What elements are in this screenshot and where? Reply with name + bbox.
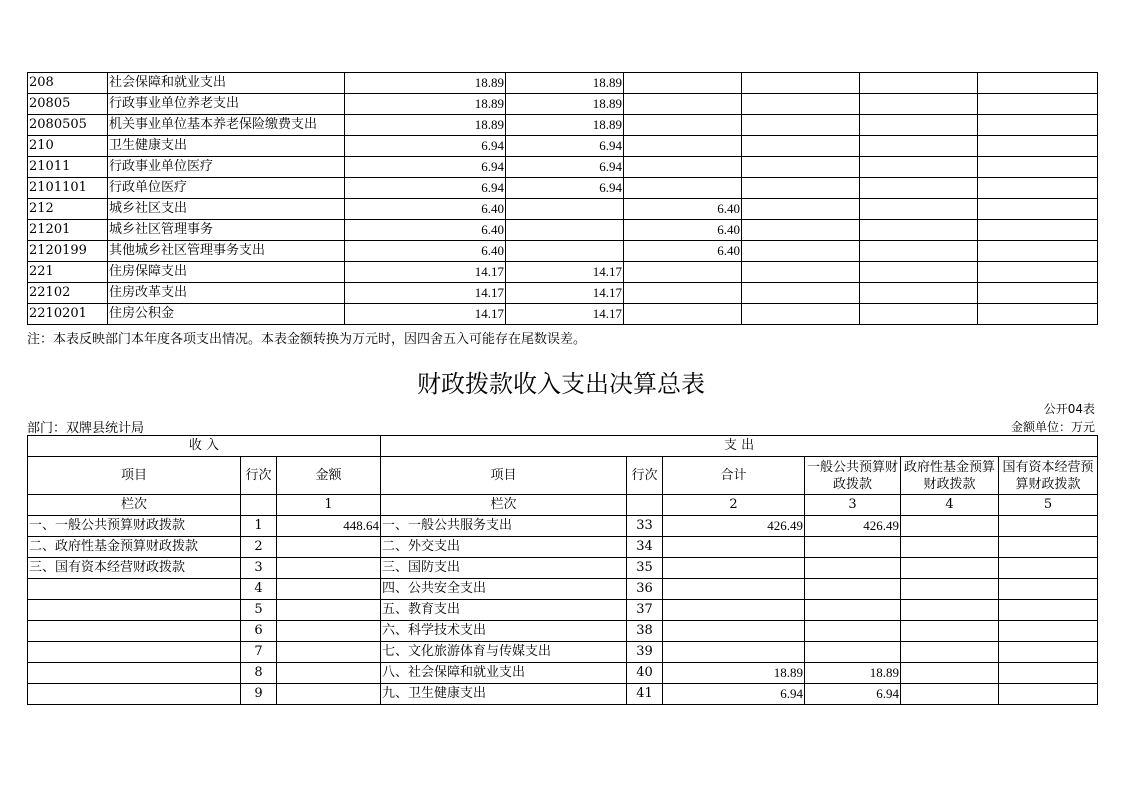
income-amount	[277, 621, 381, 642]
table-note: 注：本表反映部门本年度各项支出情况。本表金额转换为万元时，因四舍五入可能存在尾数误差。	[27, 332, 587, 347]
income-item: 二、政府性基金预算财政拨款	[28, 537, 241, 558]
empty-cell	[241, 495, 277, 516]
appropriation-summary-table	[27, 435, 1098, 705]
basic-amount: 14.17	[506, 283, 624, 304]
basic-amount: 6.94	[506, 136, 624, 157]
empty-cell	[860, 94, 978, 115]
expense-item: 四、公共安全支出	[381, 579, 627, 600]
table-row	[28, 283, 1098, 304]
project-amount	[624, 304, 742, 325]
empty-cell	[860, 136, 978, 157]
empty-cell	[860, 115, 978, 136]
income-line-no: 7	[241, 642, 277, 663]
income-line-no: 6	[241, 621, 277, 642]
col-amount-header: 金额	[277, 457, 381, 495]
expense-total	[663, 600, 805, 621]
empty-cell	[742, 115, 860, 136]
expense-line-no: 35	[627, 558, 663, 579]
table-row	[28, 663, 1098, 684]
total-amount: 14.17	[345, 283, 506, 304]
project-amount: 6.40	[624, 220, 742, 241]
subject-name: 其他城乡社区管理事务支出	[108, 241, 345, 262]
income-line-no: 5	[241, 600, 277, 621]
col-index-label: 栏次	[28, 495, 241, 516]
income-item: 三、国有资本经营财政拨款	[28, 558, 241, 579]
empty-cell	[978, 220, 1098, 241]
income-amount	[277, 579, 381, 600]
expense-detail-body	[28, 73, 1098, 325]
general-budget-amount: 426.49	[805, 516, 901, 537]
col-line2-header: 行次	[627, 457, 663, 495]
gov-fund-amount	[901, 621, 999, 642]
expense-total	[663, 642, 805, 663]
total-amount: 6.40	[345, 241, 506, 262]
project-amount	[624, 157, 742, 178]
col-item-header: 项目	[28, 457, 241, 495]
empty-cell	[860, 73, 978, 94]
expense-header: 支 出	[381, 436, 1098, 457]
page-title: 财政拨款收入支出决算总表	[417, 370, 705, 398]
general-budget-amount	[805, 537, 901, 558]
total-amount: 6.40	[345, 199, 506, 220]
gov-fund-amount	[901, 642, 999, 663]
empty-cell	[860, 178, 978, 199]
income-item	[28, 579, 241, 600]
subject-name: 行政单位医疗	[108, 178, 345, 199]
expense-line-no: 33	[627, 516, 663, 537]
project-amount	[624, 283, 742, 304]
state-capital-amount	[999, 558, 1098, 579]
empty-cell	[742, 304, 860, 325]
income-item	[28, 600, 241, 621]
empty-cell	[978, 241, 1098, 262]
table-row	[28, 157, 1098, 178]
subject-code: 221	[28, 262, 108, 283]
expense-item: 三、国防支出	[381, 558, 627, 579]
general-budget-amount	[805, 579, 901, 600]
empty-cell	[860, 304, 978, 325]
subject-code: 212	[28, 199, 108, 220]
expense-item: 一、一般公共服务支出	[381, 516, 627, 537]
income-amount	[277, 684, 381, 705]
table-row	[28, 516, 1098, 537]
table-row	[28, 220, 1098, 241]
gov-fund-amount	[901, 600, 999, 621]
col-index-5: 5	[999, 495, 1098, 516]
subject-code: 22102	[28, 283, 108, 304]
table-row	[28, 178, 1098, 199]
basic-amount	[506, 220, 624, 241]
project-amount	[624, 94, 742, 115]
appropriation-summary-body	[28, 436, 1098, 705]
gov-fund-amount	[901, 516, 999, 537]
income-item	[28, 621, 241, 642]
project-amount: 6.40	[624, 241, 742, 262]
empty-cell	[742, 262, 860, 283]
subject-name: 住房公积金	[108, 304, 345, 325]
empty-cell	[627, 495, 663, 516]
income-line-no: 1	[241, 516, 277, 537]
income-line-no: 8	[241, 663, 277, 684]
table-row	[28, 579, 1098, 600]
basic-amount: 14.17	[506, 304, 624, 325]
empty-cell	[860, 283, 978, 304]
col-total-header: 合计	[663, 457, 805, 495]
table-row	[28, 73, 1098, 94]
income-amount: 448.64	[277, 516, 381, 537]
subject-name: 城乡社区管理事务	[108, 220, 345, 241]
expense-line-no: 36	[627, 579, 663, 600]
subject-code: 210	[28, 136, 108, 157]
table-row	[28, 684, 1098, 705]
expense-total	[663, 579, 805, 600]
income-amount	[277, 663, 381, 684]
subject-name: 住房保障支出	[108, 262, 345, 283]
total-amount: 14.17	[345, 262, 506, 283]
empty-cell	[860, 241, 978, 262]
state-capital-amount	[999, 537, 1098, 558]
empty-cell	[860, 220, 978, 241]
general-budget-amount: 6.94	[805, 684, 901, 705]
empty-cell	[978, 115, 1098, 136]
income-line-no: 3	[241, 558, 277, 579]
subject-name: 行政事业单位医疗	[108, 157, 345, 178]
col-index-1: 1	[277, 495, 381, 516]
empty-cell	[978, 136, 1098, 157]
empty-cell	[860, 199, 978, 220]
table-row	[28, 94, 1098, 115]
state-capital-amount	[999, 642, 1098, 663]
table-row	[28, 136, 1098, 157]
gov-fund-amount	[901, 558, 999, 579]
basic-amount: 6.94	[506, 157, 624, 178]
col-index-label-2: 栏次	[381, 495, 627, 516]
col-index-4: 4	[901, 495, 999, 516]
gov-fund-amount	[901, 537, 999, 558]
project-amount	[624, 136, 742, 157]
basic-amount: 18.89	[506, 94, 624, 115]
subject-code: 21201	[28, 220, 108, 241]
table-row	[28, 199, 1098, 220]
subject-name: 城乡社区支出	[108, 199, 345, 220]
expense-line-no: 41	[627, 684, 663, 705]
income-header: 收 入	[28, 436, 381, 457]
state-capital-amount	[999, 516, 1098, 537]
basic-amount	[506, 241, 624, 262]
table-row	[28, 600, 1098, 621]
department-label: 部门：双牌县统计局	[27, 421, 145, 436]
table-row	[28, 304, 1098, 325]
total-amount: 6.94	[345, 136, 506, 157]
general-budget-amount: 18.89	[805, 663, 901, 684]
empty-cell	[742, 241, 860, 262]
table-row	[28, 262, 1098, 283]
expense-total: 18.89	[663, 663, 805, 684]
total-amount: 6.94	[345, 178, 506, 199]
table-row	[28, 642, 1098, 663]
col-item2-header: 项目	[381, 457, 627, 495]
total-amount: 14.17	[345, 304, 506, 325]
table-row	[28, 621, 1098, 642]
income-item	[28, 663, 241, 684]
income-item	[28, 684, 241, 705]
total-amount: 18.89	[345, 73, 506, 94]
subject-code: 2120199	[28, 241, 108, 262]
income-amount	[277, 537, 381, 558]
unit-label: 金额单位：万元	[1010, 420, 1095, 434]
subject-code: 21011	[28, 157, 108, 178]
expense-total	[663, 621, 805, 642]
project-amount: 6.40	[624, 199, 742, 220]
basic-amount: 18.89	[506, 115, 624, 136]
state-capital-amount	[999, 600, 1098, 621]
subject-code: 2210201	[28, 304, 108, 325]
empty-cell	[978, 199, 1098, 220]
income-line-no: 4	[241, 579, 277, 600]
expense-item: 七、文化旅游体育与传媒支出	[381, 642, 627, 663]
project-amount	[624, 115, 742, 136]
general-budget-amount	[805, 600, 901, 621]
expense-line-no: 34	[627, 537, 663, 558]
col-general-header: 一般公共预算财政拨款	[805, 457, 901, 495]
income-line-no: 2	[241, 537, 277, 558]
subject-name: 机关事业单位基本养老保险缴费支出	[108, 115, 345, 136]
expense-total	[663, 537, 805, 558]
empty-cell	[978, 304, 1098, 325]
basic-amount: 18.89	[506, 73, 624, 94]
empty-cell	[742, 94, 860, 115]
expense-line-no: 39	[627, 642, 663, 663]
col-state-capital-header: 国有资本经营预算财政拨款	[999, 457, 1098, 495]
subject-code: 208	[28, 73, 108, 94]
table-row	[28, 241, 1098, 262]
basic-amount	[506, 199, 624, 220]
expense-item: 八、社会保障和就业支出	[381, 663, 627, 684]
empty-cell	[860, 262, 978, 283]
empty-cell	[742, 136, 860, 157]
subject-name: 社会保障和就业支出	[108, 73, 345, 94]
expense-item: 九、卫生健康支出	[381, 684, 627, 705]
empty-cell	[978, 262, 1098, 283]
subject-name: 卫生健康支出	[108, 136, 345, 157]
expense-item: 五、教育支出	[381, 600, 627, 621]
empty-cell	[742, 178, 860, 199]
empty-cell	[978, 283, 1098, 304]
expense-total: 426.49	[663, 516, 805, 537]
empty-cell	[742, 283, 860, 304]
total-amount: 6.40	[345, 220, 506, 241]
total-amount: 18.89	[345, 115, 506, 136]
state-capital-amount	[999, 663, 1098, 684]
general-budget-amount	[805, 621, 901, 642]
col-index-3: 3	[805, 495, 901, 516]
income-line-no: 9	[241, 684, 277, 705]
general-budget-amount	[805, 558, 901, 579]
col-line-header: 行次	[241, 457, 277, 495]
income-item: 一、一般公共预算财政拨款	[28, 516, 241, 537]
expense-total: 6.94	[663, 684, 805, 705]
table-row	[28, 115, 1098, 136]
income-item	[28, 642, 241, 663]
subject-name: 住房改革支出	[108, 283, 345, 304]
expense-item: 二、外交支出	[381, 537, 627, 558]
project-amount	[624, 262, 742, 283]
gov-fund-amount	[901, 663, 999, 684]
empty-cell	[978, 94, 1098, 115]
project-amount	[624, 178, 742, 199]
expense-line-no: 38	[627, 621, 663, 642]
state-capital-amount	[999, 621, 1098, 642]
gov-fund-amount	[901, 684, 999, 705]
gov-fund-amount	[901, 579, 999, 600]
empty-cell	[978, 73, 1098, 94]
subject-code: 2080505	[28, 115, 108, 136]
state-capital-amount	[999, 684, 1098, 705]
table-row	[28, 537, 1098, 558]
subject-name: 行政事业单位养老支出	[108, 94, 345, 115]
subject-code: 2101101	[28, 178, 108, 199]
empty-cell	[742, 220, 860, 241]
basic-amount: 14.17	[506, 262, 624, 283]
expense-line-no: 40	[627, 663, 663, 684]
expense-item: 六、科学技术支出	[381, 621, 627, 642]
col-index-2: 2	[663, 495, 805, 516]
empty-cell	[978, 178, 1098, 199]
empty-cell	[742, 199, 860, 220]
col-gov-fund-header: 政府性基金预算财政拨款	[901, 457, 999, 495]
total-amount: 6.94	[345, 157, 506, 178]
total-amount: 18.89	[345, 94, 506, 115]
state-capital-amount	[999, 579, 1098, 600]
project-amount	[624, 73, 742, 94]
empty-cell	[978, 157, 1098, 178]
basic-amount: 6.94	[506, 178, 624, 199]
form-code: 公开04表	[1043, 402, 1095, 416]
expense-line-no: 37	[627, 600, 663, 621]
table-row	[28, 558, 1098, 579]
income-amount	[277, 558, 381, 579]
subject-code: 20805	[28, 94, 108, 115]
empty-cell	[742, 73, 860, 94]
empty-cell	[860, 157, 978, 178]
income-amount	[277, 600, 381, 621]
income-amount	[277, 642, 381, 663]
expense-total	[663, 558, 805, 579]
expense-detail-table	[27, 72, 1098, 325]
general-budget-amount	[805, 642, 901, 663]
empty-cell	[742, 157, 860, 178]
